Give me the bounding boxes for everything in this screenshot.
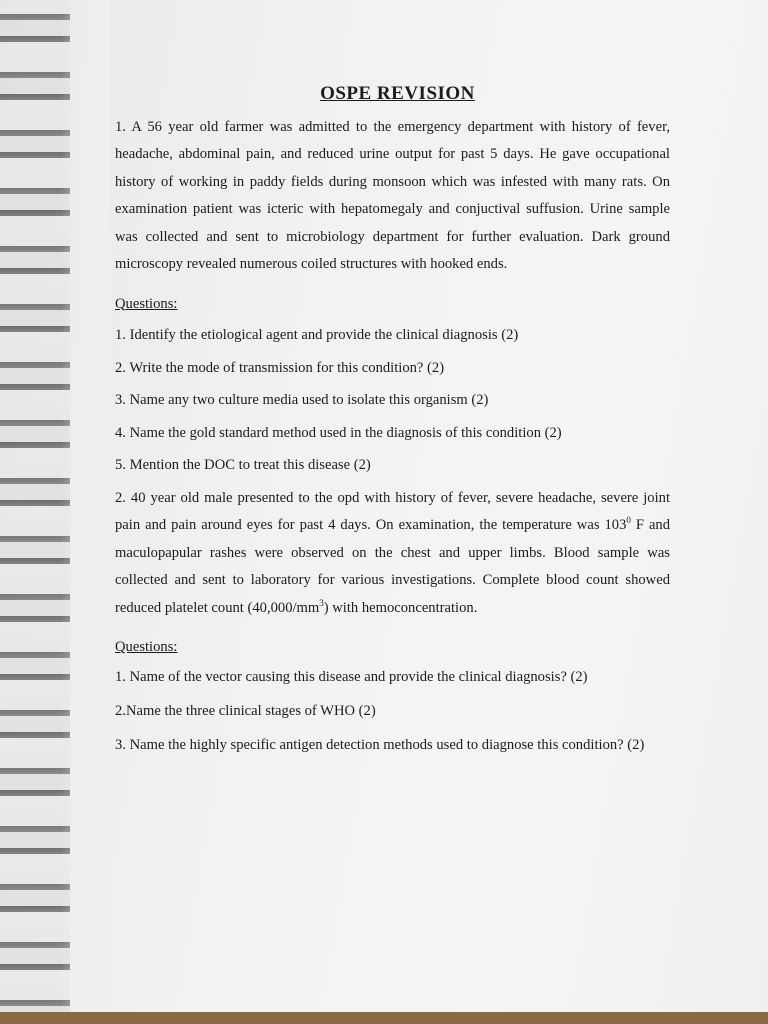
case-2-text-part-1: 2. 40 year old male presented to the opd with history of fever, severe headache, severe joint pain and pain around eyes for past 4 days. On examination, the temperature was 103 <box>115 489 670 533</box>
case-2-question: 3. Name the highly specific antigen detection methods used to diagnose this condition? (2) <box>115 736 645 753</box>
case-2-text-part-2: F and maculopapular rashes were observed on the chest and upper limbs. Blood sample was collected and sent to laboratory for various investigations. Complete blood count showed reduced platelet count (40,000/mm <box>115 517 671 616</box>
cubic-superscript: 3 <box>319 597 324 608</box>
case-1-question: 1. Identify the etiological agent and provide the clinical diagnosis (2) <box>115 327 519 343</box>
case-2-text-part-3: ) with hemoconcentration. <box>323 599 478 616</box>
case-2-question-list <box>115 666 670 756</box>
case-1-text: 1. A 56 year old farmer was admitted to the emergency department with history of fever, headache, abdominal pain, and reduced urine output for past 5 days. He gave occupational history of working in paddy fields during monsoon which was infested with many rats. On examination patient was icteric with hepatomegaly and conjuctival suffusion. Urine sample was collected and sent to microbiology department for further evaluation. Dark ground microscopy revealed numerous coiled structures with hooked ends. <box>115 118 670 272</box>
case-2-text <box>115 485 670 623</box>
case-2-questions-heading: Questions: <box>115 639 178 655</box>
case-1-question-list <box>115 322 670 480</box>
degree-superscript: 0 <box>626 515 631 526</box>
document-title: OSPE REVISION <box>320 83 475 104</box>
binding-shadow <box>0 0 110 1024</box>
case-1-questions-heading: Questions: <box>115 295 178 312</box>
case-1-question: 4. Name the gold standard method used in the diagnosis of this condition (2) <box>115 424 562 441</box>
table-surface <box>0 1012 768 1024</box>
case-1-question: 5. Mention the DOC to treat this disease (2) <box>115 457 371 473</box>
case-1-question: 3. Name any two culture media used to isolate this organism (2) <box>115 392 489 408</box>
case-1-question: 2. Write the mode of transmission for this condition? (2) <box>115 359 445 376</box>
case-2-question: 2.Name the three clinical stages of WHO (2) <box>115 702 376 719</box>
document-body <box>115 80 670 768</box>
case-2-question: 1. Name of the vector causing this disease and provide the clinical diagnosis? (2) <box>115 668 588 685</box>
